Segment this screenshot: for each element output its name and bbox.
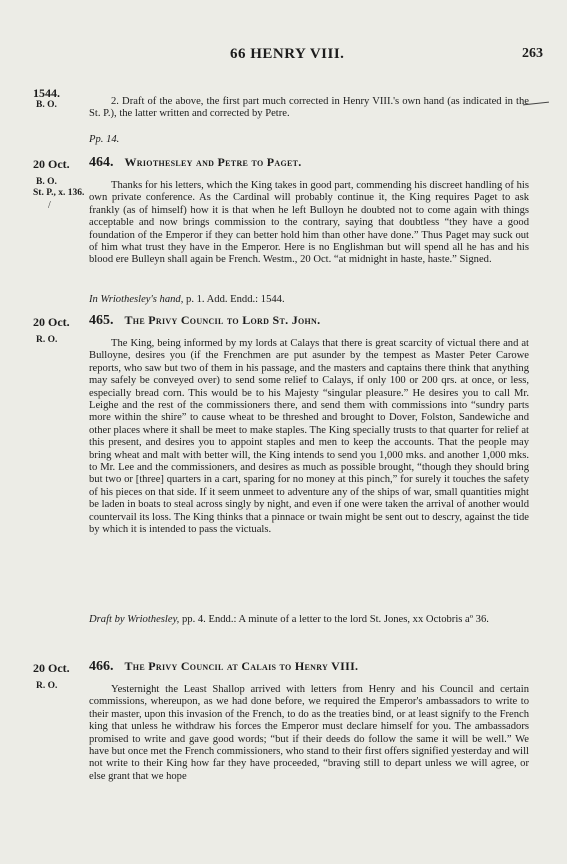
running-title: 66 HENRY VIII. (230, 46, 345, 62)
entry-heading (89, 155, 549, 171)
page-number: 263 (522, 46, 543, 61)
entry-heading (89, 659, 549, 675)
running-head (0, 46, 567, 66)
entry-title: The Privy Council at Calais to Henry VIII. (124, 659, 359, 673)
entry-date: 1544. (33, 86, 60, 100)
entry-body: Thanks for his letters, which the King takes in good part, commending his discreet handling of his own private conference. As the Cardinal will probably continue it, the King requires Paget to ask frankly (as of himself) how it is that when he left Bulloyn he doubted not to come again with things acceptable and now brings commission to the contrary, saying that doubtless “they have a good foundation of the Emperor if they can better hold him than other have done.” Thus Paget may suck out of him what trust they have in the Emperor. Here is no Englishman but will spend all he has and his blood ere Bulleyn shall again be French. Westm., 20 Oct. “at midnight in haste, haste.” Signed. (89, 180, 529, 266)
entry-source-line-2: St. P., x. 136. (33, 188, 85, 198)
entry-source-line-1: B. O. (36, 177, 57, 187)
entry-title: The Privy Council to Lord St. John. (124, 313, 321, 327)
entry-body: 2. Draft of the above, the first part much corrected in Henry VIII.'s own hand (as indicated in the St. P.), the latter written and corrected by Petre. (89, 96, 529, 120)
entry-body: The King, being informed by my lords at Calays that there is great scarcity of victual there and at Bulloyne, desires you (if the Frenchmen are put asunder by the tempest as Master Peter Carowe reports, who saw but two of them in his passage, and the masters and captains there think that anything may safely be conveyed over) to send some relief to Calays, if only 100 or 200 qrs. at once, or less, especially bread corn. This would be to his Majesty “singular pleasure.” He desires you to call Mr. Leighe and the rest of the commissioners there, and send them with commissions into “sundry parts more within the shire” to cause wheat to be threshed and brought to Dover, Folston, Sandewiche and other places where it shall be meet to make staples. The King specially trusts to that quarter for relief at this present, and desires you to appoint staples and men to keep the accounts. That the people may bring wheat and malt with better will, the King intends to send you 1,000 mks. and another 1,000 mks. to Mr. Lee and the commissioners, and desires as much as possible brought, “though they should bring but two or [three] quarters in a cart, sparing for no money at this pinch,” for surely it touches the safety of his pieces on that side. If it seem unmeet to adventure any of the ships of war, small quantities might be laden in boats to steal across singly by night, and even if one were taken the arrival of another would countervail its loss. The King thinks that a pinnace or twain might be sent out to descry, against the tide by which it is intended to pass the victuals. (89, 338, 529, 536)
entry-date: 20 Oct. (33, 661, 70, 675)
entry-number: 464. (89, 155, 114, 170)
entry-date: 20 Oct. (33, 157, 70, 171)
entry-note: Pp. 14. (89, 134, 120, 145)
entry-title: Wriothesley and Petre to Paget. (124, 155, 302, 169)
entry-source: B. O. (36, 100, 57, 110)
entry-body: Yesternight the Least Shallop arrived with letters from Henry and his Council and certain commissions, whereupon, as we had done before, we required the Emperor's ambassadors to write to their master, upon this invasion of the French, to do as the treaties bind, or at least signify to the French king that unless he withdraw his forces the Emperor must declare himself for you. The ambassadors promised to write and gave good words; “but if their deeds do follow the same it will be well.” We have but once met the French commissioners, who stand to their first offers signified yesterday and will not write to their King how far they have proceeded, “braving still to depart unless we will agree, or else grant that we hope (89, 684, 529, 782)
entry-heading (89, 313, 549, 329)
entry-source: R. O. (36, 681, 58, 691)
entry-date: 20 Oct. (33, 315, 70, 329)
entry-number: 466. (89, 659, 114, 674)
entry-note: In Wriothesley's hand, p. 1. Add. Endd.: 1544. (89, 294, 285, 305)
margin-tick: / (48, 200, 51, 211)
entry-note: Draft by Wriothesley, pp. 4. Endd.: A minute of a letter to the lord St. Jones, xx Octobris aº 36. (89, 614, 489, 625)
entry-number: 465. (89, 313, 114, 328)
entry-source: R. O. (36, 335, 58, 345)
